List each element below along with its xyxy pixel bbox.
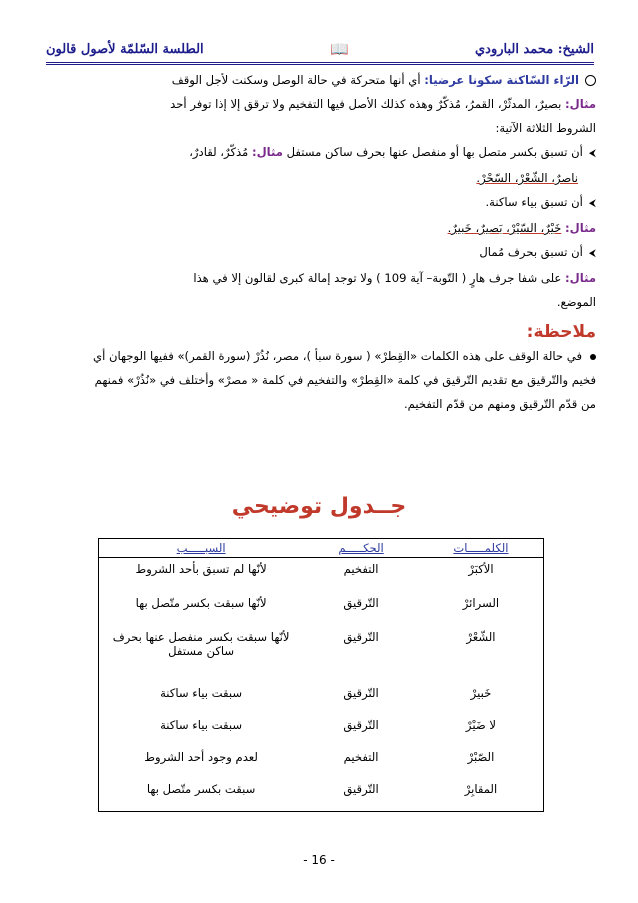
arrow-bullet-icon: ⮜ bbox=[588, 148, 596, 159]
example-text: بصيرٌ، المدثّرْ، القمرُ، مُذكّرٌ وهذه كذلك الأصل فيها التفخيم ولا ترقق إلا إذا توفر أحد bbox=[170, 97, 562, 111]
cell-word: المقابِرْ bbox=[419, 778, 544, 812]
table-header-row bbox=[99, 539, 544, 558]
table-row bbox=[99, 626, 544, 682]
cell-ruling: التّرقيق bbox=[343, 685, 379, 700]
cell-word: الأكبَرْ bbox=[419, 558, 544, 592]
table-row bbox=[99, 682, 544, 714]
cell-ruling: التّرقيق bbox=[343, 717, 379, 732]
table-row bbox=[99, 746, 544, 778]
cell-reason: لأنّها سبقت بكسر متّصل بها bbox=[99, 592, 304, 626]
condition-1-examples-cont bbox=[48, 166, 596, 190]
note-line-1 bbox=[48, 344, 596, 368]
page-number: - 16 - bbox=[303, 853, 335, 867]
note-heading: ملاحظة: bbox=[526, 322, 596, 342]
header-reason: السبـــــب bbox=[99, 539, 304, 558]
condition-2-example-line bbox=[48, 216, 596, 240]
condition-2-example: خَيْرٌ، السّيْرْ، بَصيرٌ، خَبيرٌ. bbox=[447, 221, 562, 235]
cell-ruling: التّرقيق bbox=[343, 629, 379, 644]
ring-bullet-icon bbox=[585, 75, 596, 86]
condition-1-example: مُذكّرٌ، لقادرٌ، bbox=[189, 145, 249, 159]
cell-word: خَبيرْ bbox=[419, 682, 544, 714]
note-line-2: فخيم والتّرقيق مع تقديم التّرقيق في كلمة «القِطرْ» والتفخيم في كلمة « مصرْ» وأختلف في «نُذُرْ» فمنهم bbox=[94, 373, 596, 387]
cell-reason: سبقت بياء ساكنة bbox=[99, 682, 304, 714]
page-header bbox=[46, 38, 594, 60]
example-3-text: على شفا جرف هارٍ ( التّوبة– آية 109 ) ولا توجد إمالة كبرى لقالون إلا في هذا bbox=[193, 271, 562, 285]
header-divider bbox=[46, 62, 594, 65]
cell-reason: لعدم وجود أحد الشروط bbox=[99, 746, 304, 778]
condition-1-text: أن تسبق بكسر متصل بها أو منفصل عنها بحرف ساكن مستفل bbox=[286, 145, 583, 159]
condition-1-example-2: ناصرٌ، الشّعْرْ، السّحْرْ. bbox=[476, 171, 578, 185]
example-3-text-cont: الموضع. bbox=[556, 295, 596, 309]
table-title: جــدول توضيحي bbox=[231, 494, 407, 519]
example-3-line bbox=[48, 266, 596, 290]
condition-2-text: أن تسبق بياء ساكنة. bbox=[485, 195, 583, 209]
cell-ruling: التّرقيق bbox=[303, 778, 419, 812]
condition-3-text: أن تسبق بحرف مُمال bbox=[479, 245, 583, 259]
bullet-dot-icon bbox=[590, 354, 596, 360]
page-body bbox=[48, 68, 596, 416]
cell-ruling: التفخيم bbox=[343, 749, 379, 764]
header-ruling: الحكـــــم bbox=[303, 539, 419, 558]
header-right-title: الطلسة السّلمّة لأصول قالون bbox=[46, 41, 204, 57]
condition-2-label: مثال: bbox=[565, 221, 596, 235]
cell-word: الصّبْرْ bbox=[419, 746, 544, 778]
note-line-1-text: في حالة الوقف على هذه الكلمات «القِطرْ» ( سورة سبأ )، مصر، نُذُرْ (سورة القمر)» ففيها الوجهان أي bbox=[93, 349, 582, 363]
section-heading: الرّاء السّاكنة سكونا عرضيا: bbox=[424, 73, 579, 87]
header-left-title: الشيخ: محمد البارودي bbox=[474, 41, 594, 57]
cell-word: لا ضَيْرْ bbox=[419, 714, 544, 746]
arrow-bullet-icon: ⮜ bbox=[588, 198, 596, 209]
header-words: الكلمـــــات bbox=[419, 539, 544, 558]
table-row bbox=[99, 778, 544, 812]
condition-2 bbox=[48, 190, 596, 216]
cell-reason: لأنّها لم تسبق بأحد الشروط bbox=[99, 558, 304, 592]
cell-ruling: التفخيم bbox=[343, 562, 379, 576]
example-3-label: مثال: bbox=[565, 271, 596, 285]
conditions-intro: الشروط الثلاثة الآتية: bbox=[495, 121, 596, 135]
table-row bbox=[99, 592, 544, 626]
note-line-3: من قدّم التّرقيق ومنهم من قدّم التفخيم. bbox=[403, 397, 596, 411]
book-icon: 📖 bbox=[329, 40, 349, 58]
table-row bbox=[99, 558, 544, 592]
arrow-bullet-icon: ⮜ bbox=[588, 248, 596, 259]
example-line bbox=[48, 92, 596, 116]
example-label: مثال: bbox=[565, 97, 596, 111]
cell-word: السرائرْ bbox=[419, 592, 544, 626]
condition-3 bbox=[48, 240, 596, 266]
cell-reason: لأنّها سبقت بكسر منفصل عنها بحرف ساكن مستفل bbox=[99, 626, 304, 682]
section-heading-rest: أي أنها متحركة في حالة الوصل وسكنت لأجل الوقف bbox=[171, 73, 421, 87]
cell-ruling: التّرقيق bbox=[343, 595, 379, 610]
section-heading-line bbox=[48, 68, 596, 92]
table-row bbox=[99, 714, 544, 746]
condition-1-label: مثال: bbox=[251, 145, 283, 159]
cell-reason: سبقت بكسر متّصل بها bbox=[99, 778, 304, 812]
cell-word: الشّعْرْ bbox=[419, 626, 544, 682]
condition-1 bbox=[48, 140, 596, 166]
cell-reason: سبقت بياء ساكنة bbox=[99, 714, 304, 746]
explanation-table bbox=[98, 538, 544, 812]
